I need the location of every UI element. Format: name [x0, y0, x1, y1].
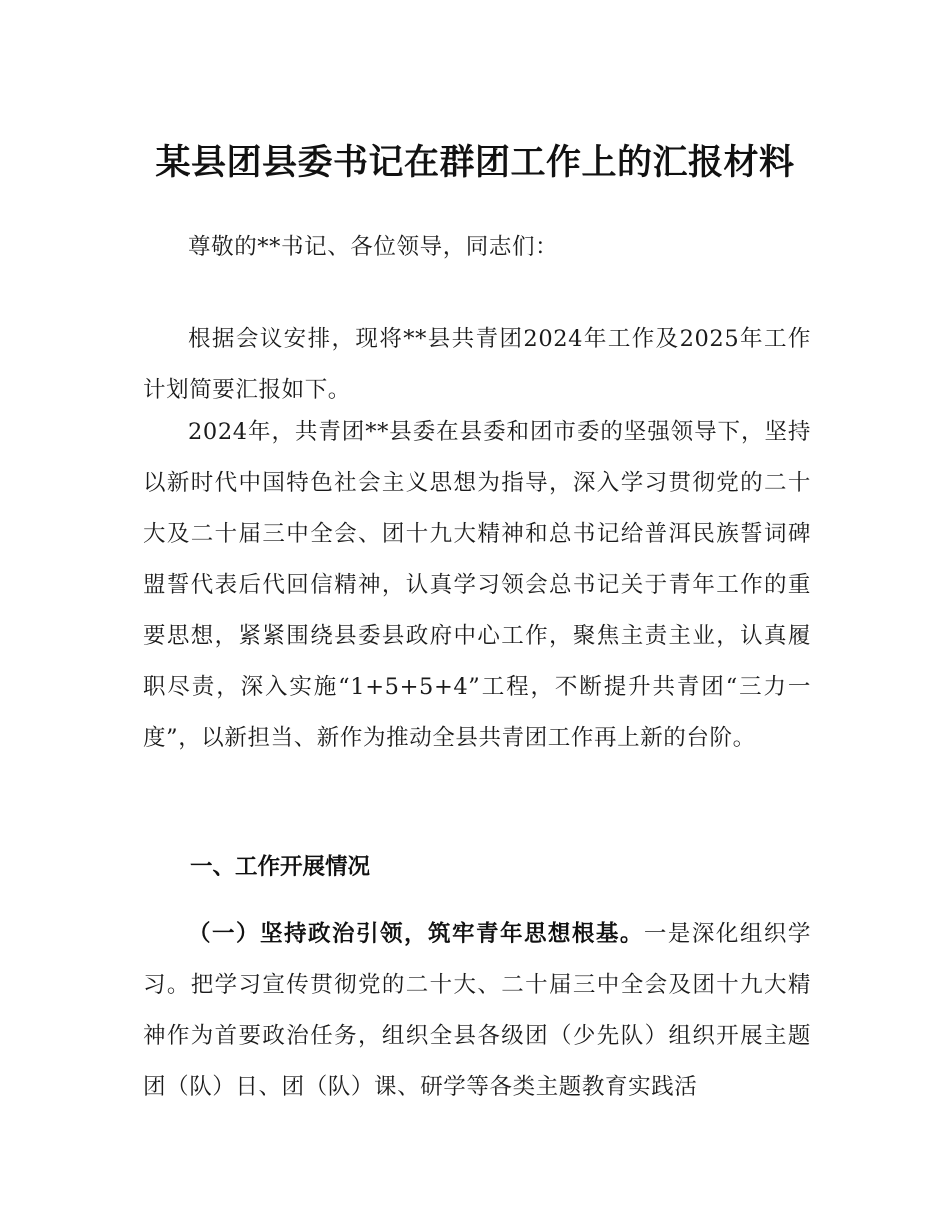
section-1-paragraph: [143, 909, 811, 1113]
summary-paragraph: 2024年，共青团**县委在县委和团市委的坚强领导下，坚持以新时代中国特色社会主义思想为指导，深入学习贯彻党的二十大及二十届三中全会、团十九大精神和总书记给普洱民族誓词碑盟誓代表后代回信精神，认真学习领会总书记关于青年工作的重要思想，紧紧围绕县委县政府中心工作，聚焦主责主业，认真履职尽责，深入实施“1+5+5+4”工程，不断提升共青团“三力一度”，以新担当、新作为推动全县共青团工作再上新的台阶。: [143, 419, 811, 751]
document-title: 某县团县委书记在群团工作上的汇报材料: [155, 143, 795, 184]
section-1-subheading: （一）坚持政治引领，筑牢青年思想根基。: [188, 921, 644, 947]
section-heading-work-progress: 一、工作开展情况: [190, 854, 371, 880]
intro-paragraph: 根据会议安排，现将**县共青团2024年工作及2025年工作计划简要汇报如下。: [143, 326, 811, 403]
greeting-paragraph: 尊敬的**书记、各位领导，同志们：: [188, 234, 559, 260]
section-1-text: 一是深化组织学习。把学习宣传贯彻党的二十大、二十届三中全会及团十九大精神作为首要政治任务，组织全县各级团（少先队）组织开展主题团（队）日、团（队）课、研学等各类主题教育实践活: [143, 921, 811, 1100]
